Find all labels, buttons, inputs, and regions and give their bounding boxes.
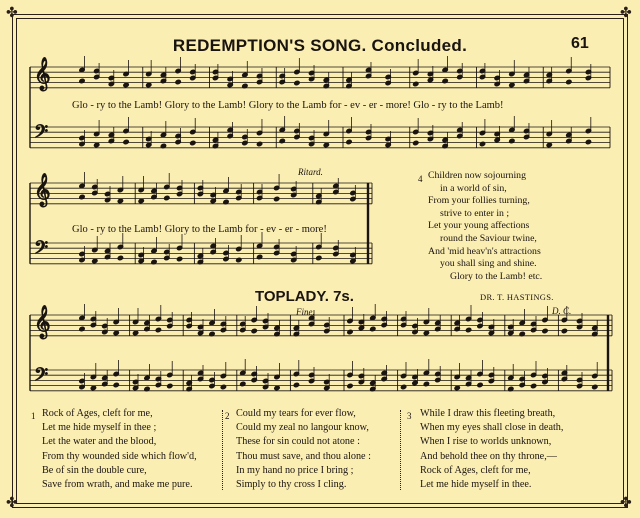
note-head [566, 79, 572, 84]
verse-line: From thy wounded side which flow'd, [42, 450, 197, 462]
note-head [164, 195, 170, 200]
note-head [138, 198, 144, 203]
verse4-number: 4 [418, 174, 423, 184]
page-number: 61 [571, 35, 589, 52]
verse-line: Let your young affections [428, 220, 530, 232]
note-head [175, 79, 181, 84]
verse3-text [420, 407, 563, 492]
verse2-text [236, 407, 371, 492]
note-head [117, 255, 123, 260]
hymn-title: TOPLADY. 7s. [255, 288, 354, 305]
note-head [477, 382, 483, 387]
verse-line: Could my zeal no langour know, [236, 422, 369, 434]
verse-line: And 'mid heav'n's attractions [428, 245, 541, 257]
verse-line: Rock of Ages, cleft for me, [42, 408, 153, 419]
note-head [466, 327, 472, 332]
verse-line: When my eyes shall close in death, [420, 422, 564, 434]
verse-line: Let me hide myself in thee ; [42, 422, 157, 434]
verse-line: Glory to the Lamb! etc. [450, 270, 543, 282]
bass-clef-icon: 𝄢 [34, 122, 49, 147]
note-head [294, 80, 300, 85]
note-head [546, 142, 552, 147]
verse3-number: 3 [407, 411, 412, 421]
verse-line: In my hand no price I bring ; [236, 464, 354, 476]
verse1-text [42, 407, 197, 492]
verse-line: Save from wrath, and make me pure. [42, 479, 193, 491]
note-head [117, 198, 123, 203]
note-head [146, 82, 152, 87]
note-head [401, 384, 407, 389]
note-head [531, 383, 537, 388]
verse-line: Thou must save, and thou alone : [236, 450, 371, 462]
note-head [92, 258, 98, 263]
verse-line: These for sin could not atone : [236, 436, 360, 448]
note-head [509, 82, 515, 87]
note-head [220, 384, 226, 389]
verse-line: Simply to thy cross I cling. [236, 479, 347, 491]
note-head [177, 256, 183, 261]
note-head [413, 140, 419, 145]
note-head [479, 141, 485, 146]
system2-lyric: Glo - ry to the Lamb! Glory to the Lamb for - ev - er - more! [72, 224, 327, 235]
note-head [293, 382, 299, 387]
note-head [592, 384, 598, 389]
verse-line: While I draw this fleeting breath, [420, 408, 556, 419]
corner-ornament: ✤ [620, 6, 632, 21]
fine-marking: Fine. [296, 307, 315, 317]
verse-line: Let me hide myself in thee. [420, 479, 532, 491]
corner-ornament: ✤ [6, 6, 18, 21]
bass-clef-icon: 𝄢 [34, 238, 49, 263]
composer-credit: DR. T. HASTINGS. [480, 292, 554, 302]
verse-line: Let the water and the blood, [42, 436, 157, 448]
note-head [423, 330, 429, 335]
ritard-marking: Ritard. [298, 167, 323, 177]
note-head [113, 382, 119, 387]
note-head [123, 139, 129, 144]
note-head [94, 142, 100, 147]
note-head [155, 327, 161, 332]
verse1-number: 1 [31, 411, 36, 421]
page-title: REDEMPTION'S SONG. Concluded. [172, 36, 468, 55]
verse2-number: 2 [225, 411, 230, 421]
note-head [123, 82, 129, 87]
corner-ornament: ✤ [620, 496, 632, 511]
verse-line: From your follies turning, [428, 195, 530, 207]
note-head [347, 329, 353, 334]
treble-clef-icon: 𝄞 [34, 57, 51, 90]
note-head [347, 383, 353, 388]
verse-line: in a world of sin, [440, 182, 507, 194]
note-head [454, 385, 460, 390]
note-head [274, 196, 280, 201]
note-head [113, 330, 119, 335]
note-head [236, 257, 242, 262]
verse-line: When I rise to worlds unknown, [420, 436, 552, 448]
verse-line: Be of sin the double cure, [42, 464, 147, 476]
verse-divider [222, 410, 223, 490]
note-head [561, 328, 567, 333]
note-head [274, 385, 280, 390]
note-head [256, 141, 262, 146]
verse-line: Could my tears for ever flow, [236, 408, 356, 419]
verse-line: And behold thee on thy throne,— [420, 450, 557, 462]
verse-line: you shall sing and shine. [440, 258, 537, 270]
verse-line: strive to enter in ; [440, 207, 510, 219]
note-head [323, 142, 329, 147]
corner-ornament: ✤ [6, 496, 18, 511]
dc-marking: D. C. [552, 306, 572, 316]
bass-clef-icon: 𝄢 [34, 365, 49, 390]
note-head [346, 139, 352, 144]
note-head [167, 383, 173, 388]
verse-line: Children now sojourning [428, 170, 526, 181]
note-head [251, 328, 257, 333]
note-head [542, 328, 548, 333]
verse4-text [428, 170, 542, 283]
verse-line: round the Saviour twine, [440, 232, 537, 244]
note-head [190, 140, 196, 145]
note-head [133, 330, 139, 335]
note-head [585, 139, 591, 144]
treble-clef-icon: 𝄞 [34, 173, 51, 206]
note-head [90, 385, 96, 390]
note-head [316, 255, 322, 260]
note-head [413, 81, 419, 86]
verse-line: Rock of Ages, cleft for me, [420, 464, 531, 476]
treble-clef-icon: 𝄞 [34, 305, 51, 338]
system1-lyric: Glo - ry to the Lamb! Glory to the Lamb! Glory to the Lamb for - ev - er - more! Glo - ry to the Lamb! [72, 100, 504, 111]
verse-divider [400, 410, 401, 490]
